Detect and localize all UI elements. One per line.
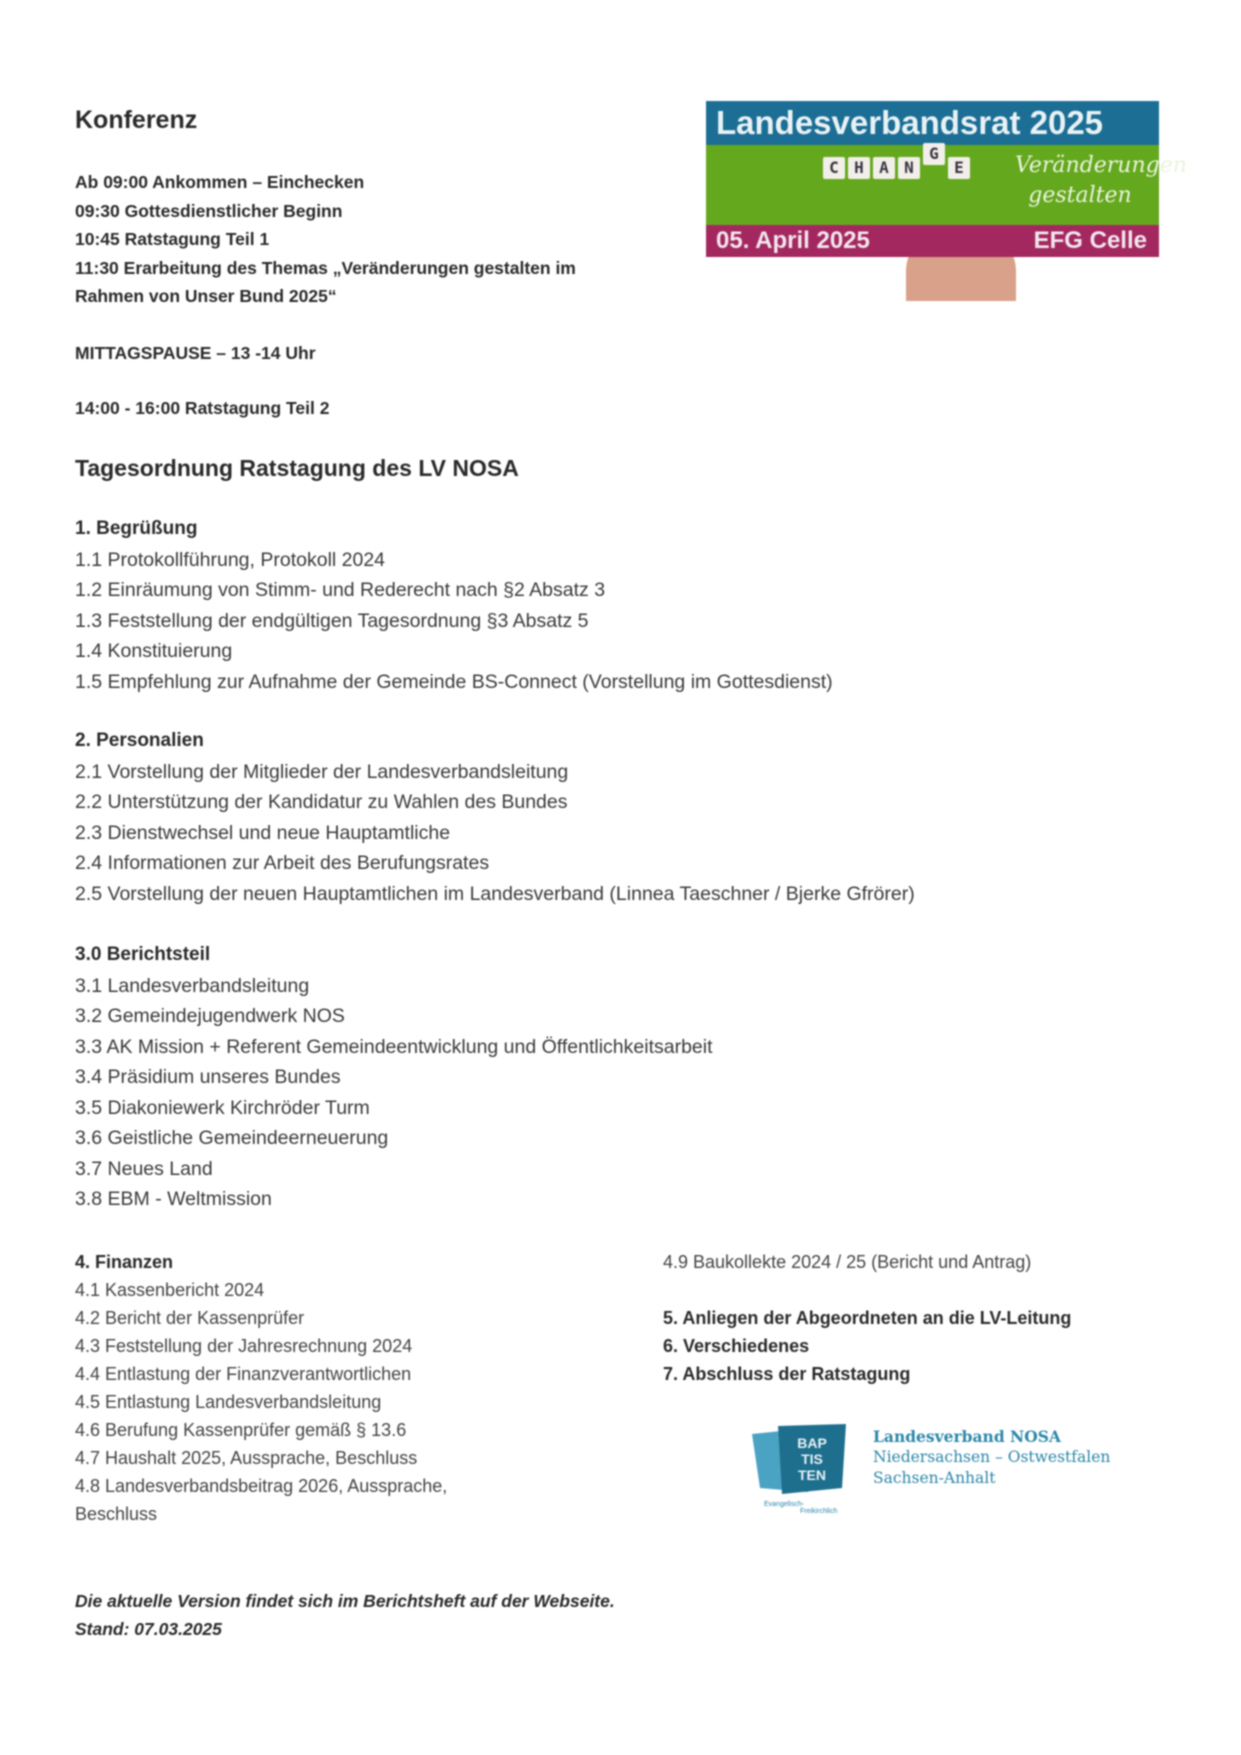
svg-text:TIS: TIS [801,1451,823,1467]
agenda-section-2 [75,726,915,909]
section-title: 1. Begrüßung [75,518,198,539]
footer-date: Stand: 07.03.2025 [75,1619,222,1639]
agenda-item: 4.1 Kassenbericht 2024 [75,1280,265,1300]
change-tiles [823,144,970,179]
agenda-item: 3.5 Diakoniewerk Kirchröder Turm [75,1096,370,1119]
agenda-item: 2.3 Dienstwechsel und neue Hauptamtliche [75,821,451,844]
footer-note: Die aktuelle Version findet sich im Berichtsheft auf der Webseite. [75,1591,615,1611]
agenda-item: 1.1 Protokollführung, Protokoll 2024 [75,548,386,571]
lunch-break: MITTAGSPAUSE – 13 -14 Uhr [75,342,316,363]
section-title: 2. Personalien [75,730,204,751]
agenda-item: 4.7 Haushalt 2025, Aussprache, Beschluss [75,1448,418,1468]
agenda-item: 4.3 Feststellung der Jahresrechnung 2024 [75,1336,413,1356]
tile: N [898,157,920,179]
agenda-item: 1.4 Konstituierung [75,640,233,662]
agenda-item: 1.2 Einräumung von Stimm- und Rederecht nach §2 Absatz 3 [75,579,606,601]
agenda-item: 2.4 Informationen zur Arbeit des Berufungsrates [75,852,490,874]
agenda-right-column [663,1248,1071,1388]
banner-footer [706,225,1159,257]
banner-script: Veränderungen gestalten [1015,153,1187,208]
agenda-item: 3.2 Gemeindejugendwerk NOS [75,1005,345,1027]
agenda-item: 3.3 AK Mission + Referent Gemeindeentwicklung und Öffentlichkeitsarbeit [75,1035,713,1058]
agenda-section-3 [75,940,713,1215]
agenda-item: 3.4 Präsidium unseres Bundes [75,1066,341,1088]
logo-book-icon [750,1422,850,1514]
tile: H [848,157,870,179]
agenda-item: 3.7 Neues Land [75,1157,213,1180]
logo-text [873,1426,1110,1489]
agenda-item: 4.2 Bericht der Kassenprüfer [75,1308,305,1328]
section-title: 4. Finanzen [75,1252,174,1272]
svg-text:TEN: TEN [798,1467,826,1483]
agenda-item: 4.4 Entlastung der Finanzverantwortlichen [75,1364,412,1384]
conference-title: Konferenz [75,106,198,134]
logo-line: Niedersachsen – Ostwestfalen [873,1448,1111,1466]
svg-text:BAP: BAP [797,1435,827,1451]
agenda-item: 2.5 Vorstellung der neuen Hauptamtlichen im Landesverband (Linnea Taeschner / Bjerke Gfrörer) [75,882,915,905]
banner-location: EFG Celle [1033,227,1147,254]
agenda-item-6: 6. Verschiedenes [663,1336,810,1356]
section-title: 3.0 Berichtsteil [75,944,211,965]
schedule-line: 09:30 Gottesdienstlicher Beginn [75,200,343,221]
schedule-line: 11:30 Erarbeitung des Themas „Veränderungen gestalten im [75,257,576,278]
banner-graphic [706,144,1187,225]
svg-text:Freikirchlich: Freikirchlich [800,1508,838,1515]
agenda-item: 1.5 Empfehlung zur Aufnahme der Gemeinde BS-Connect (Vorstellung im Gottesdienst) [75,670,833,693]
event-banner [706,101,1187,257]
agenda-item: 1.3 Feststellung der endgültigen Tagesordnung §3 Absatz 5 [75,609,589,632]
agenda-item: 4.5 Entlastung Landesverbandsleitung [75,1392,382,1412]
baptisten-logo [750,1422,850,1515]
agenda-item: 4.9 Baukollekte 2024 / 25 (Bericht und Antrag) [663,1252,1032,1272]
banner-date: 05. April 2025 [716,227,870,254]
agenda-item: 3.6 Geistliche Gemeindeerneuerung [75,1127,389,1149]
agenda-item: 2.1 Vorstellung der Mitglieder der Landesverbandsleitung [75,760,569,783]
afternoon-session: 14:00 - 16:00 Ratstagung Teil 2 [75,398,330,418]
tile: C [823,157,845,179]
agenda-item-5: 5. Anliegen der Abgeordneten an die LV-Leitung [663,1308,1072,1328]
agenda-item: 2.2 Unterstützung der Kandidatur zu Wahlen des Bundes [75,791,568,813]
schedule-line: Rahmen von Unser Bund 2025“ [75,286,337,306]
schedule-line: Ab 09:00 Ankommen – Einchecken [75,172,365,192]
agenda-item-7: 7. Abschluss der Ratstagung [663,1364,911,1384]
svg-text:Evangelisch-: Evangelisch- [764,1501,805,1508]
agenda-title: Tagesordnung Ratstagung des LV NOSA [75,455,519,481]
banner-title: Landesverbandsrat 2025 [706,101,1159,145]
agenda-item: 3.8 EBM - Weltmission [75,1188,272,1210]
tile: A [873,157,895,179]
schedule [75,168,576,423]
tile: E [948,157,970,179]
footer [75,1587,615,1643]
logo-line: Landesverband NOSA [873,1427,1061,1446]
agenda-item: 3.1 Landesverbandsleitung [75,974,310,997]
logo-line: Sachsen-Anhalt [873,1469,996,1487]
agenda-item: 4.8 Landesverbandsbeitrag 2026, Aussprache, [75,1476,448,1496]
agenda-item: 4.6 Berufung Kassenprüfer gemäß § 13.6 [75,1420,407,1440]
tile: G [923,143,945,165]
agenda-section-1 [75,514,833,697]
schedule-line: 10:45 Ratstagung Teil 1 [75,229,270,249]
agenda-section-4 [75,1248,447,1528]
agenda-item: Beschluss [75,1504,158,1524]
